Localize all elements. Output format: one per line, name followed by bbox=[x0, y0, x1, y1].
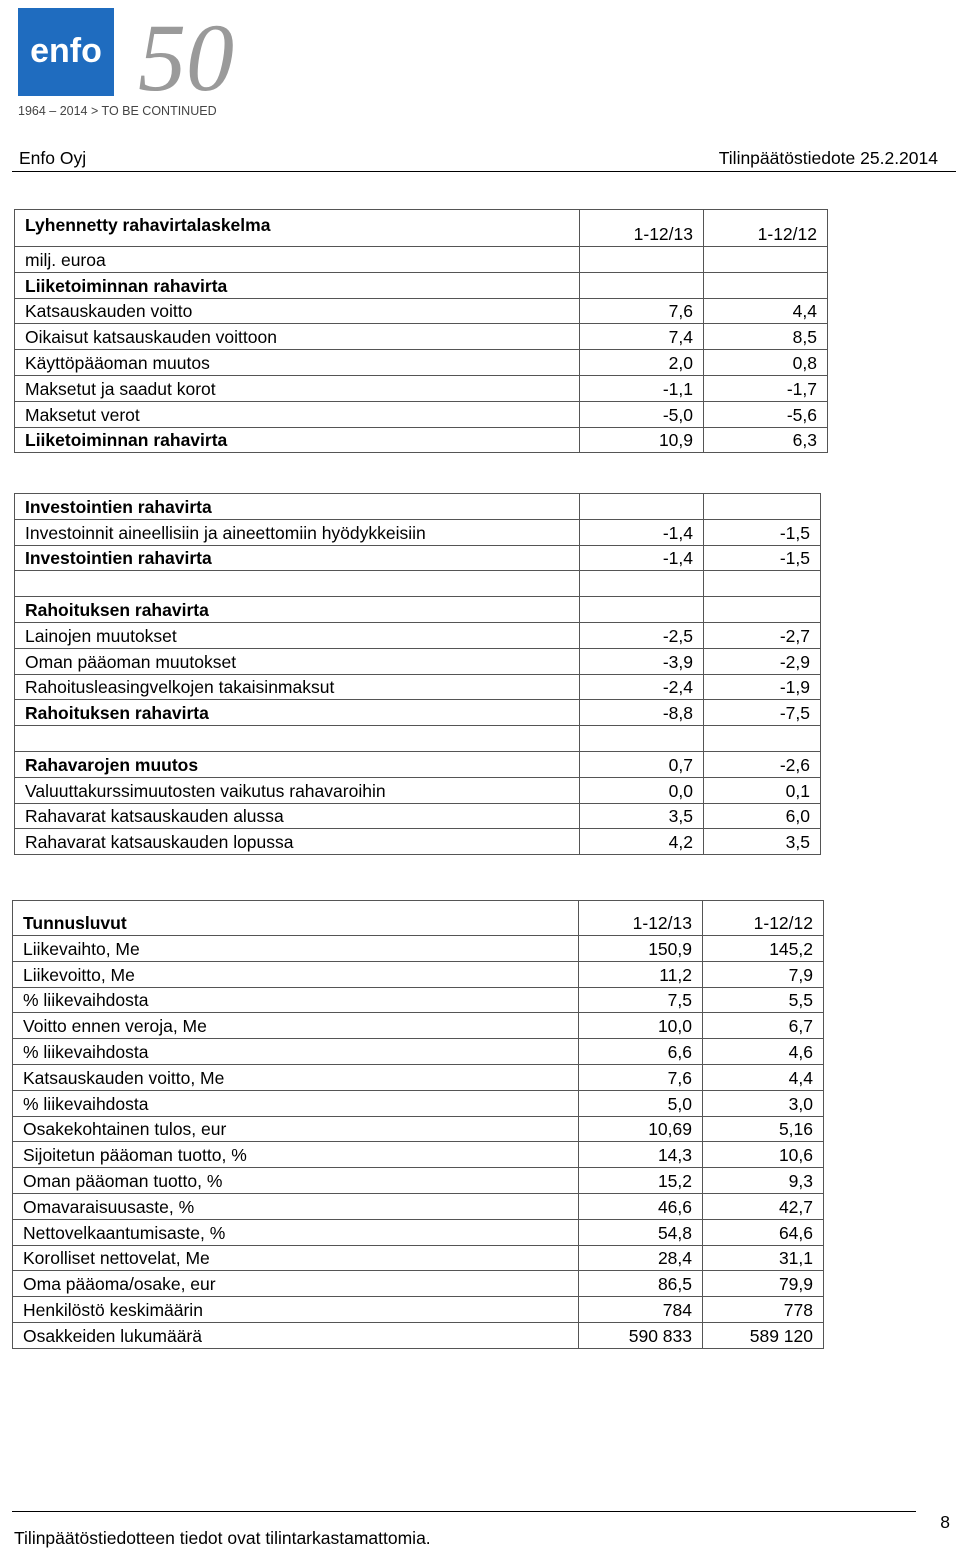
total-label: Investointien rahavirta bbox=[15, 545, 580, 571]
row-label: Investoinnit aineellisiin ja aineettomiin hyödykkeisiin bbox=[15, 519, 580, 545]
row-value-2: 31,1 bbox=[703, 1245, 824, 1271]
row-value-2: 778 bbox=[703, 1297, 824, 1323]
table-row bbox=[13, 1090, 824, 1116]
row-value-1: -2,5 bbox=[580, 622, 704, 648]
row-value-1: 11,2 bbox=[579, 961, 703, 987]
table-row bbox=[15, 247, 828, 273]
table-row bbox=[13, 961, 824, 987]
total-label: Rahavarojen muutos bbox=[15, 751, 580, 777]
table-row bbox=[15, 272, 828, 298]
table-row bbox=[15, 622, 821, 648]
table-row bbox=[15, 324, 828, 350]
row-label: Osakekohtainen tulos, eur bbox=[13, 1116, 579, 1142]
table-header-row bbox=[15, 210, 828, 247]
row-value-1: 28,4 bbox=[579, 1245, 703, 1271]
row-label: Katsauskauden voitto bbox=[15, 298, 580, 324]
table-row bbox=[13, 1064, 824, 1090]
footer-note: Tilinpäätöstiedotteen tiedot ovat tilintarkastamattomia. bbox=[14, 1528, 431, 1548]
row-value-2: 9,3 bbox=[703, 1168, 824, 1194]
table-row bbox=[13, 936, 824, 962]
table-header-row bbox=[13, 901, 824, 936]
section-heading: Liiketoiminnan rahavirta bbox=[15, 272, 580, 298]
table-row bbox=[15, 597, 821, 623]
row-value-2: 6,0 bbox=[704, 803, 821, 829]
row-value-1: 10,0 bbox=[579, 1013, 703, 1039]
row-value-1: 15,2 bbox=[579, 1168, 703, 1194]
row-label: Käyttöpääoman muutos bbox=[15, 350, 580, 376]
table-row bbox=[15, 674, 821, 700]
logo-number: 50 bbox=[138, 4, 234, 111]
row-label: Sijoitetun pääoman tuotto, % bbox=[13, 1142, 579, 1168]
footer-divider bbox=[12, 1511, 916, 1512]
row-value-2: 79,9 bbox=[703, 1271, 824, 1297]
row-value-2: 3,0 bbox=[703, 1090, 824, 1116]
cashflow-title: Lyhennetty rahavirtalaskelma bbox=[15, 210, 580, 247]
row-value-1: 150,9 bbox=[579, 936, 703, 962]
row-label: % liikevaihdosta bbox=[13, 1090, 579, 1116]
row-value-1: 784 bbox=[579, 1297, 703, 1323]
row-value-2: 64,6 bbox=[703, 1219, 824, 1245]
cashflow-table-operating bbox=[14, 209, 828, 453]
row-label: Oman pääoman muutokset bbox=[15, 648, 580, 674]
table-row bbox=[15, 401, 828, 427]
row-value-1: 54,8 bbox=[579, 1219, 703, 1245]
document-title: Tilinpäätöstiedote 25.2.2014 bbox=[718, 148, 938, 168]
enfo-50-logo bbox=[10, 4, 260, 120]
row-label: Liikevaihto, Me bbox=[13, 936, 579, 962]
row-value-2: -1,9 bbox=[704, 674, 821, 700]
table-row bbox=[15, 803, 821, 829]
table-row bbox=[13, 1116, 824, 1142]
row-value-2: 0,8 bbox=[704, 350, 828, 376]
table-row bbox=[13, 1013, 824, 1039]
row-label: Oikaisut katsauskauden voittoon bbox=[15, 324, 580, 350]
kpi-table bbox=[12, 900, 824, 1349]
row-value-1: 7,6 bbox=[579, 1064, 703, 1090]
row-label: % liikevaihdosta bbox=[13, 1039, 579, 1065]
page-number: 8 bbox=[940, 1512, 950, 1532]
row-value-1: 0,0 bbox=[580, 777, 704, 803]
table-row bbox=[13, 1219, 824, 1245]
row-value-2: 5,16 bbox=[703, 1116, 824, 1142]
col-header-1: 1-12/13 bbox=[579, 901, 703, 936]
row-label: % liikevaihdosta bbox=[13, 987, 579, 1013]
row-value-2: 7,9 bbox=[703, 961, 824, 987]
row-value-1: 5,0 bbox=[579, 1090, 703, 1116]
row-value-1: -2,4 bbox=[580, 674, 704, 700]
table-row bbox=[15, 751, 821, 777]
row-label: Omavaraisuusaste, % bbox=[13, 1193, 579, 1219]
table-row bbox=[13, 1245, 824, 1271]
table-row bbox=[13, 1193, 824, 1219]
row-value-2: 145,2 bbox=[703, 936, 824, 962]
row-label: Osakkeiden lukumäärä bbox=[13, 1322, 579, 1348]
total-value-1: -8,8 bbox=[580, 700, 704, 726]
table-row bbox=[15, 700, 821, 726]
table-row bbox=[15, 829, 821, 855]
row-value-2: 589 120 bbox=[703, 1322, 824, 1348]
row-value-2: 4,6 bbox=[703, 1039, 824, 1065]
total-value-2: 6,3 bbox=[704, 427, 828, 453]
row-label: Oman pääoman tuotto, % bbox=[13, 1168, 579, 1194]
row-value-1: -5,0 bbox=[580, 401, 704, 427]
row-value-1: 590 833 bbox=[579, 1322, 703, 1348]
row-value-1: -3,9 bbox=[580, 648, 704, 674]
total-value-2: -2,6 bbox=[704, 751, 821, 777]
total-value-1: 0,7 bbox=[580, 751, 704, 777]
logo-tagline: 1964 – 2014 > TO BE CONTINUED bbox=[18, 104, 217, 118]
row-label: Katsauskauden voitto, Me bbox=[13, 1064, 579, 1090]
table-row bbox=[13, 987, 824, 1013]
row-value-1: 2,0 bbox=[580, 350, 704, 376]
row-value-1: 4,2 bbox=[580, 829, 704, 855]
cashflow-table-investing-financing bbox=[14, 493, 821, 855]
row-value-1: 3,5 bbox=[580, 803, 704, 829]
row-value-2: 3,5 bbox=[704, 829, 821, 855]
total-value-1: -1,4 bbox=[580, 545, 704, 571]
header-divider bbox=[12, 171, 956, 172]
row-label: Henkilöstö keskimäärin bbox=[13, 1297, 579, 1323]
row-value-2: -1,5 bbox=[704, 519, 821, 545]
total-label: Liiketoiminnan rahavirta bbox=[15, 427, 580, 453]
row-value-1: 46,6 bbox=[579, 1193, 703, 1219]
table-row bbox=[13, 1322, 824, 1348]
col-header-2: 1-12/12 bbox=[703, 901, 824, 936]
row-value-2: -5,6 bbox=[704, 401, 828, 427]
row-value-2: 5,5 bbox=[703, 987, 824, 1013]
row-value-2: 4,4 bbox=[704, 298, 828, 324]
table-row bbox=[13, 1039, 824, 1065]
table-row bbox=[15, 494, 821, 520]
kpi-title: Tunnusluvut bbox=[13, 901, 579, 936]
row-label: Valuuttakurssimuutosten vaikutus rahavaroihin bbox=[15, 777, 580, 803]
row-label: Lainojen muutokset bbox=[15, 622, 580, 648]
col-header-1: 1-12/13 bbox=[580, 210, 704, 247]
table-row bbox=[15, 427, 828, 453]
total-value-2: -1,5 bbox=[704, 545, 821, 571]
total-label: Rahoituksen rahavirta bbox=[15, 700, 580, 726]
row-value-1: -1,1 bbox=[580, 375, 704, 401]
row-value-2: 10,6 bbox=[703, 1142, 824, 1168]
row-value-2: 8,5 bbox=[704, 324, 828, 350]
row-value-2: 6,7 bbox=[703, 1013, 824, 1039]
row-label: Maksetut ja saadut korot bbox=[15, 375, 580, 401]
row-value-1: 14,3 bbox=[579, 1142, 703, 1168]
unit-label: milj. euroa bbox=[15, 247, 580, 273]
row-label: Rahoitusleasingvelkojen takaisinmaksut bbox=[15, 674, 580, 700]
row-value-1: 7,4 bbox=[580, 324, 704, 350]
table-row bbox=[15, 350, 828, 376]
table-row bbox=[15, 298, 828, 324]
row-label: Oma pääoma/osake, eur bbox=[13, 1271, 579, 1297]
logo-text: enfo bbox=[30, 32, 102, 70]
row-label: Nettovelkaantumisaste, % bbox=[13, 1219, 579, 1245]
col-header-2: 1-12/12 bbox=[704, 210, 828, 247]
spacer-row bbox=[15, 571, 821, 597]
spacer-row bbox=[15, 726, 821, 752]
row-label: Korolliset nettovelat, Me bbox=[13, 1245, 579, 1271]
table-row bbox=[15, 519, 821, 545]
table-row bbox=[13, 1168, 824, 1194]
row-label: Voitto ennen veroja, Me bbox=[13, 1013, 579, 1039]
table-row bbox=[15, 375, 828, 401]
row-value-1: -1,4 bbox=[580, 519, 704, 545]
row-value-1: 6,6 bbox=[579, 1039, 703, 1065]
row-value-1: 7,5 bbox=[579, 987, 703, 1013]
row-value-2: 0,1 bbox=[704, 777, 821, 803]
row-label: Liikevoitto, Me bbox=[13, 961, 579, 987]
total-value-1: 10,9 bbox=[580, 427, 704, 453]
row-value-1: 86,5 bbox=[579, 1271, 703, 1297]
table-row bbox=[15, 777, 821, 803]
table-row bbox=[15, 648, 821, 674]
row-value-2: -2,7 bbox=[704, 622, 821, 648]
table-row bbox=[13, 1142, 824, 1168]
row-value-1: 7,6 bbox=[580, 298, 704, 324]
company-name: Enfo Oyj bbox=[19, 148, 87, 168]
total-value-2: -7,5 bbox=[704, 700, 821, 726]
row-value-2: -2,9 bbox=[704, 648, 821, 674]
row-value-2: 4,4 bbox=[703, 1064, 824, 1090]
section-heading: Rahoituksen rahavirta bbox=[15, 597, 580, 623]
row-value-2: -1,7 bbox=[704, 375, 828, 401]
row-value-1: 10,69 bbox=[579, 1116, 703, 1142]
row-value-2: 42,7 bbox=[703, 1193, 824, 1219]
row-label: Maksetut verot bbox=[15, 401, 580, 427]
table-row bbox=[13, 1271, 824, 1297]
section-heading: Investointien rahavirta bbox=[15, 494, 580, 520]
table-row bbox=[13, 1297, 824, 1323]
row-label: Rahavarat katsauskauden lopussa bbox=[15, 829, 580, 855]
table-row bbox=[15, 545, 821, 571]
row-label: Rahavarat katsauskauden alussa bbox=[15, 803, 580, 829]
